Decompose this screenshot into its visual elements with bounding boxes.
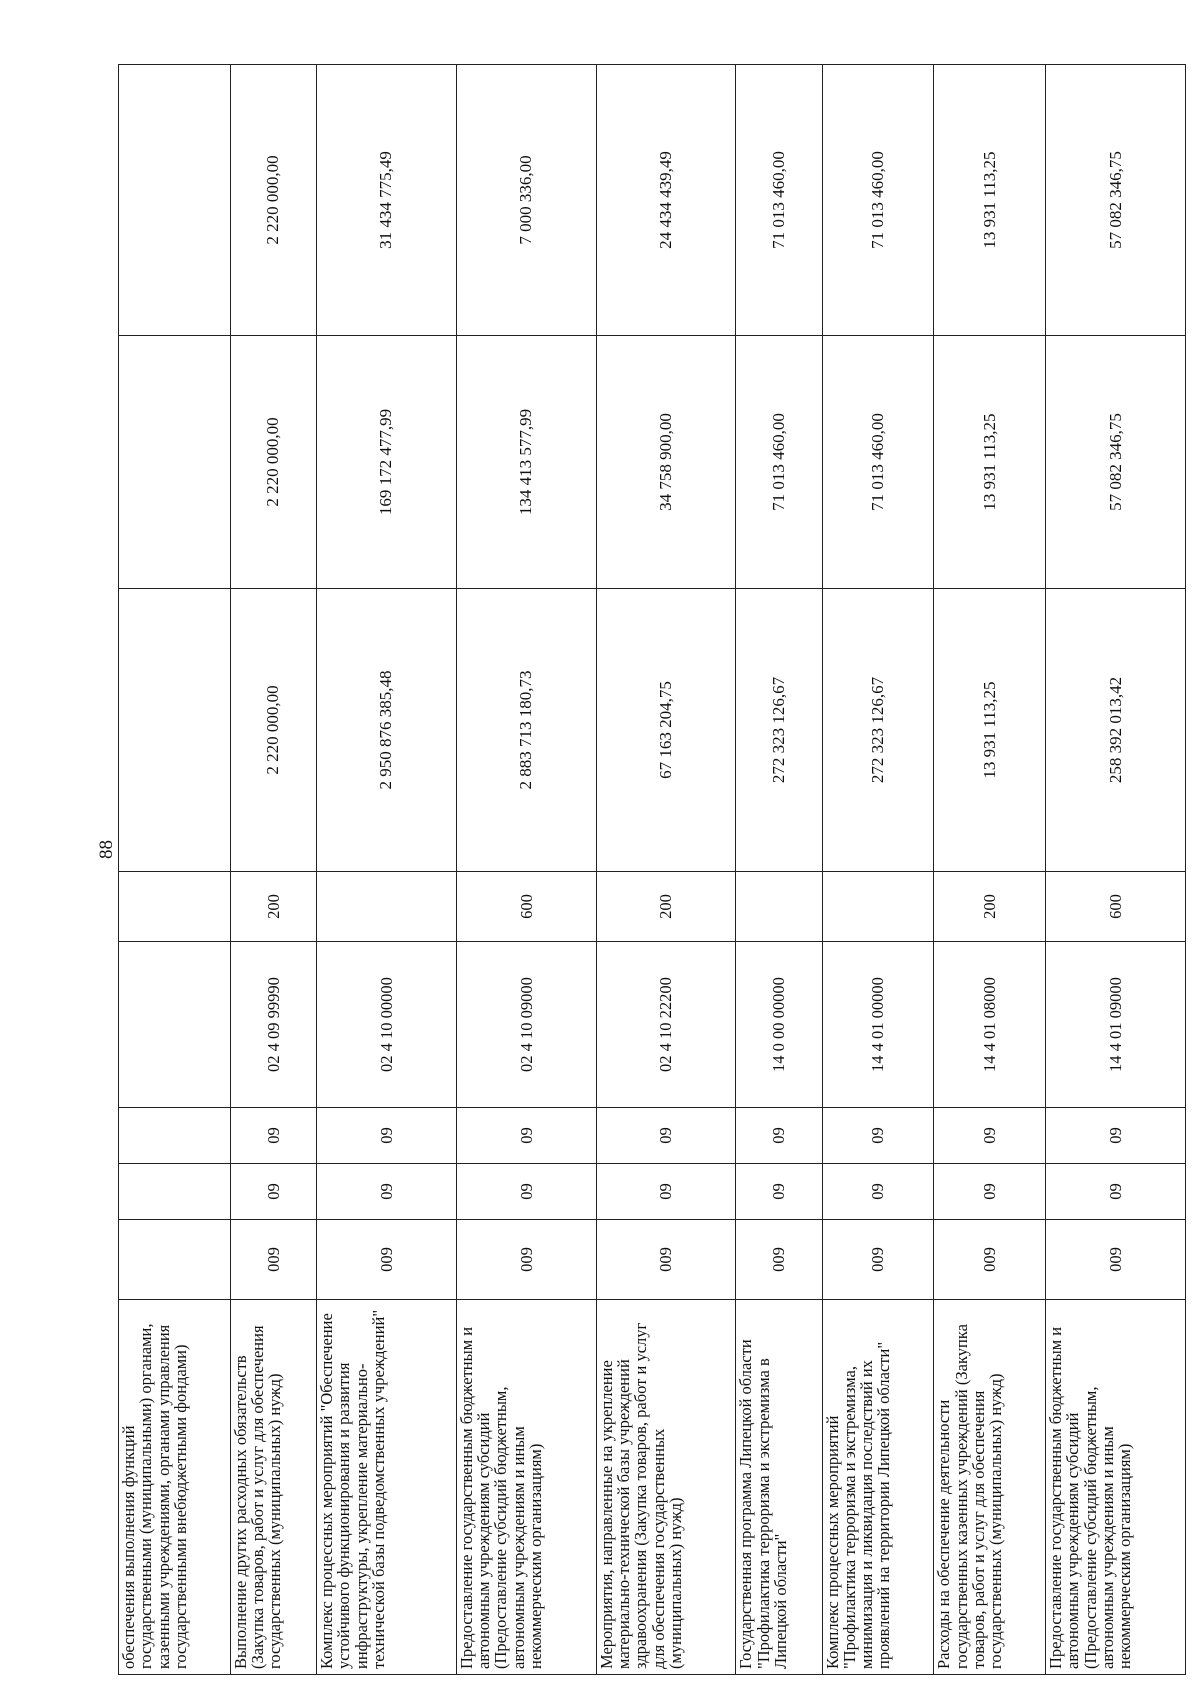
table-row <box>456 65 596 1675</box>
row-name: Комплекс процессных мероприятий "Обеспечение устойчивого функционирования и развития инфраструктуры, укрепление материально-технической базы подведомственных учреждений" <box>317 1300 457 1675</box>
podrazdel-code: 09 <box>317 1108 457 1164</box>
razdel-code: 09 <box>934 1164 1046 1220</box>
vr-code: 200 <box>934 872 1046 942</box>
row-name: Предоставление государственным бюджетным и автономным учреждениям субсидий (Предоставление субсидий бюджетным, автономным учреждениям и иным некоммерческим организациям) <box>456 1300 596 1675</box>
table-body <box>119 65 1186 1675</box>
csr-code: 14 4 01 08000 <box>934 942 1046 1108</box>
sum-year-3: 7 000 336,00 <box>456 65 596 336</box>
csr-code: 14 0 00 00000 <box>736 942 822 1108</box>
csr-code: 02 4 10 09000 <box>456 942 596 1108</box>
sum-year-3: 13 931 113,25 <box>934 65 1046 336</box>
sum-year-3: 71 013 460,00 <box>822 65 934 336</box>
podrazdel-code: 09 <box>596 1108 736 1164</box>
table-row <box>736 65 822 1675</box>
csr-code: 02 4 10 00000 <box>317 942 457 1108</box>
razdel-code: 09 <box>596 1164 736 1220</box>
ved-code: 009 <box>596 1220 736 1300</box>
sum-year-1: 272 323 126,67 <box>736 589 822 872</box>
sum-year-3: 57 082 346,75 <box>1046 65 1186 336</box>
sum-year-2: 57 082 346,75 <box>1046 336 1186 589</box>
ved-code <box>119 1220 231 1300</box>
row-name: обеспечения выполнения функций государственными (муниципальными) органами, казенными учреждениями, органами управления государственными внебюджетными фондами) <box>119 1300 231 1675</box>
vr-code <box>317 872 457 942</box>
table-row <box>934 65 1046 1675</box>
podrazdel-code: 09 <box>934 1108 1046 1164</box>
razdel-code <box>119 1164 231 1220</box>
vr-code: 600 <box>1046 872 1186 942</box>
sum-year-3 <box>119 65 231 336</box>
vr-code <box>822 872 934 942</box>
csr-code <box>119 942 231 1108</box>
table-row <box>317 65 457 1675</box>
table-row <box>822 65 934 1675</box>
vr-code: 600 <box>456 872 596 942</box>
sum-year-3: 71 013 460,00 <box>736 65 822 336</box>
table-row <box>230 65 316 1675</box>
podrazdel-code: 09 <box>736 1108 822 1164</box>
sum-year-2: 34 758 900,00 <box>596 336 736 589</box>
vr-code <box>736 872 822 942</box>
table-row <box>596 65 736 1675</box>
sum-year-2 <box>119 336 231 589</box>
budget-table-rotated <box>118 65 1186 1675</box>
podrazdel-code: 09 <box>456 1108 596 1164</box>
sum-year-2: 71 013 460,00 <box>736 336 822 589</box>
ved-code: 009 <box>736 1220 822 1300</box>
podrazdel-code <box>119 1108 231 1164</box>
table-row <box>1046 65 1186 1675</box>
razdel-code: 09 <box>1046 1164 1186 1220</box>
row-name: Расходы на обеспечение деятельности государственных казенных учреждений (Закупка товаров, работ и услуг для обеспечения государственных (муниципальных) нужд) <box>934 1300 1046 1675</box>
table-row <box>119 65 231 1675</box>
ved-code: 009 <box>456 1220 596 1300</box>
sum-year-3: 2 220 000,00 <box>230 65 316 336</box>
row-name: Государственная программа Липецкой области "Профилактика терроризма и экстремизма в Липецкой области" <box>736 1300 822 1675</box>
row-name: Мероприятия, направленные на укрепление материально-технической базы учреждений здравоохранения (Закупка товаров, работ и услуг для обеспечения государственных (муниципальных) нужд) <box>596 1300 736 1675</box>
podrazdel-code: 09 <box>230 1108 316 1164</box>
vr-code: 200 <box>596 872 736 942</box>
razdel-code: 09 <box>456 1164 596 1220</box>
sum-year-3: 24 434 439,49 <box>596 65 736 336</box>
ved-code: 009 <box>317 1220 457 1300</box>
sum-year-1: 2 950 876 385,48 <box>317 589 457 872</box>
sum-year-1: 272 323 126,67 <box>822 589 934 872</box>
ved-code: 009 <box>934 1220 1046 1300</box>
sum-year-2: 2 220 000,00 <box>230 336 316 589</box>
vr-code <box>119 872 231 942</box>
sum-year-2: 169 172 477,99 <box>317 336 457 589</box>
row-name: Предоставление государственным бюджетным и автономным учреждениям субсидий (Предоставление субсидий бюджетным, автономным учреждениям и иным некоммерческим организациям) <box>1046 1300 1186 1675</box>
sum-year-2: 13 931 113,25 <box>934 336 1046 589</box>
razdel-code: 09 <box>230 1164 316 1220</box>
podrazdel-code: 09 <box>822 1108 934 1164</box>
sum-year-1: 258 392 013,42 <box>1046 589 1186 872</box>
row-name: Выполнение других расходных обязательств (Закупка товаров, работ и услуг для обеспечения государственных (муниципальных) нужд) <box>230 1300 316 1675</box>
ved-code: 009 <box>230 1220 316 1300</box>
ved-code: 009 <box>822 1220 934 1300</box>
csr-code: 02 4 10 22200 <box>596 942 736 1108</box>
vr-code: 200 <box>230 872 316 942</box>
sum-year-1: 67 163 204,75 <box>596 589 736 872</box>
csr-code: 14 4 01 09000 <box>1046 942 1186 1108</box>
csr-code: 14 4 01 00000 <box>822 942 934 1108</box>
razdel-code: 09 <box>822 1164 934 1220</box>
podrazdel-code: 09 <box>1046 1108 1186 1164</box>
ved-code: 009 <box>1046 1220 1186 1300</box>
razdel-code: 09 <box>317 1164 457 1220</box>
razdel-code: 09 <box>736 1164 822 1220</box>
row-name: Комплекс процессных мероприятий "Профилактика терроризма и экстремизма, минимизация и ликвидация последствий их проявлений на территории Липецкой области" <box>822 1300 934 1675</box>
csr-code: 02 4 09 99990 <box>230 942 316 1108</box>
sum-year-2: 134 413 577,99 <box>456 336 596 589</box>
sum-year-1: 13 931 113,25 <box>934 589 1046 872</box>
sum-year-3: 31 434 775,49 <box>317 65 457 336</box>
sum-year-1: 2 220 000,00 <box>230 589 316 872</box>
sum-year-1: 2 883 713 180,73 <box>456 589 596 872</box>
sum-year-1 <box>119 589 231 872</box>
sum-year-2: 71 013 460,00 <box>822 336 934 589</box>
budget-table <box>118 64 1186 1675</box>
page-number: 88 <box>96 840 117 859</box>
